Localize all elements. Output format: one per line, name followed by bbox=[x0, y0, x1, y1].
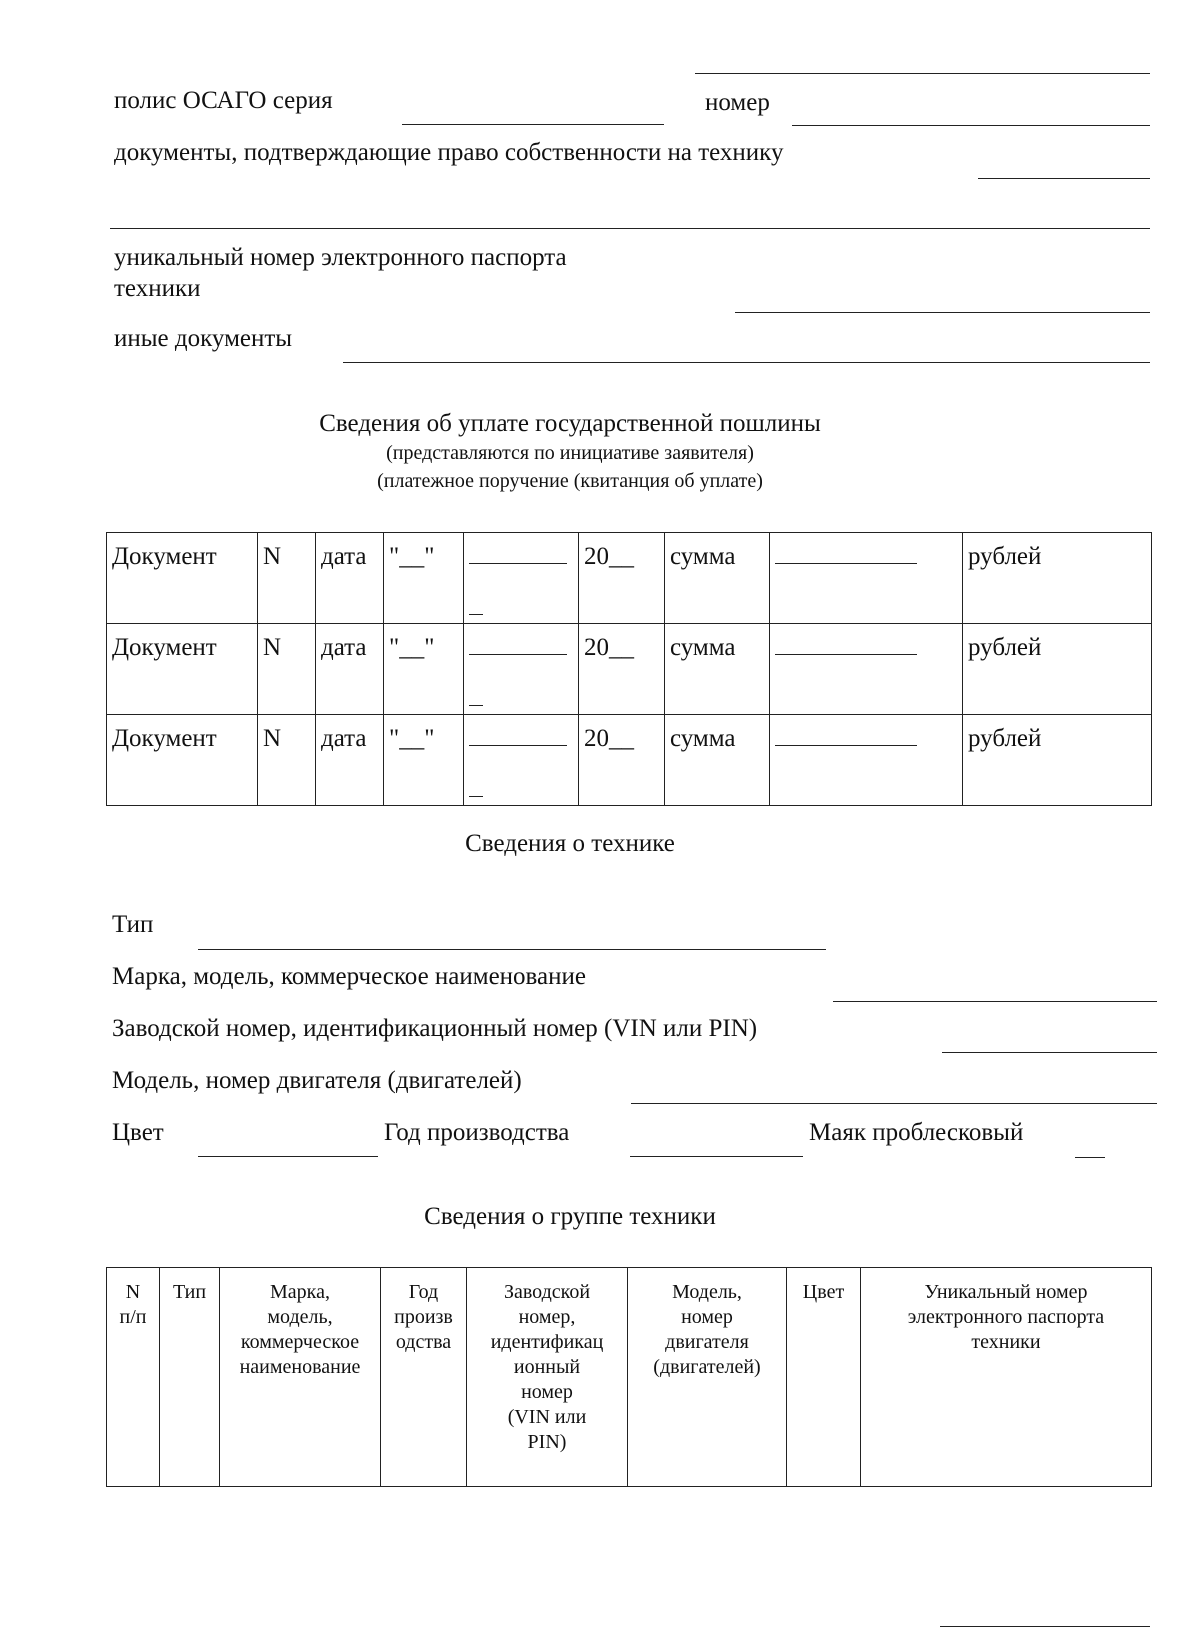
payment-note-1: (представляются по инициативе заявителя) bbox=[386, 442, 754, 464]
currency-label: рублей bbox=[963, 715, 1152, 806]
ownership-docs-label: документы, подтверждающие право собственности на технику bbox=[114, 139, 784, 166]
type-field[interactable] bbox=[198, 949, 826, 950]
osago-series-label: полис ОСАГО серия bbox=[114, 87, 333, 114]
osago-series-field[interactable] bbox=[402, 124, 664, 125]
month-blank[interactable] bbox=[469, 636, 567, 655]
year-field[interactable]: 20__ bbox=[579, 715, 665, 806]
sum-field[interactable] bbox=[770, 533, 963, 624]
col-epassport: Уникальный номер электронного паспорта техники bbox=[861, 1268, 1152, 1487]
date-label: дата bbox=[316, 533, 384, 624]
sum-field[interactable] bbox=[770, 715, 963, 806]
col-vin: Заводской номер, идентификац ионный номер (VIN или PIN) bbox=[467, 1268, 628, 1487]
payment-row bbox=[107, 715, 1152, 806]
ownership-docs-field-2[interactable] bbox=[110, 228, 1150, 229]
date-label: дата bbox=[316, 715, 384, 806]
currency-label: рублей bbox=[963, 533, 1152, 624]
sum-label: сумма bbox=[665, 715, 770, 806]
year-label: Год производства bbox=[384, 1119, 570, 1146]
sum-field[interactable] bbox=[770, 624, 963, 715]
currency-label: рублей bbox=[963, 624, 1152, 715]
day-field[interactable]: "__" bbox=[384, 624, 464, 715]
group-table bbox=[106, 1267, 1152, 1487]
make-label: Марка, модель, коммерческое наименование bbox=[112, 963, 586, 990]
engine-label: Модель, номер двигателя (двигателей) bbox=[112, 1067, 522, 1094]
day-field[interactable]: "__" bbox=[384, 533, 464, 624]
month-stub bbox=[469, 614, 483, 615]
sum-blank[interactable] bbox=[775, 636, 917, 655]
day-field[interactable]: "__" bbox=[384, 715, 464, 806]
group-title: Сведения о группе техники bbox=[424, 1203, 716, 1230]
engine-field[interactable] bbox=[631, 1103, 1157, 1104]
sum-label: сумма bbox=[665, 624, 770, 715]
top-line bbox=[695, 73, 1150, 74]
osago-number-field[interactable] bbox=[792, 125, 1150, 126]
month-stub bbox=[469, 796, 483, 797]
month-field[interactable] bbox=[464, 715, 579, 806]
epassport-field[interactable] bbox=[735, 312, 1150, 313]
month-blank[interactable] bbox=[469, 545, 567, 564]
payment-row bbox=[107, 624, 1152, 715]
sum-blank[interactable] bbox=[775, 727, 917, 746]
vehicle-title: Сведения о технике bbox=[465, 830, 675, 857]
month-field[interactable] bbox=[464, 624, 579, 715]
n-label: N bbox=[258, 624, 316, 715]
other-docs-field[interactable] bbox=[343, 362, 1150, 363]
bottom-line bbox=[940, 1626, 1150, 1627]
group-header-row bbox=[107, 1268, 1152, 1487]
payment-title: Сведения об уплате государственной пошлины bbox=[319, 410, 821, 437]
payment-row bbox=[107, 533, 1152, 624]
col-engine: Модель, номер двигателя (двигателей) bbox=[628, 1268, 787, 1487]
month-blank[interactable] bbox=[469, 727, 567, 746]
n-label: N bbox=[258, 533, 316, 624]
col-color: Цвет bbox=[787, 1268, 861, 1487]
beacon-field[interactable] bbox=[1075, 1157, 1105, 1158]
col-number: N п/п bbox=[107, 1268, 160, 1487]
vin-field[interactable] bbox=[942, 1052, 1157, 1053]
vin-label: Заводской номер, идентификационный номер (VIN или PIN) bbox=[112, 1015, 758, 1042]
type-label: Тип bbox=[112, 911, 154, 938]
sum-blank[interactable] bbox=[775, 545, 917, 564]
doc-label: Документ bbox=[107, 715, 258, 806]
epassport-label-line1: уникальный номер электронного паспорта bbox=[114, 244, 567, 271]
year-field[interactable] bbox=[630, 1156, 803, 1157]
beacon-label: Маяк проблесковый bbox=[809, 1119, 1024, 1146]
ownership-docs-field[interactable] bbox=[978, 178, 1150, 179]
month-field[interactable] bbox=[464, 533, 579, 624]
year-field[interactable]: 20__ bbox=[579, 533, 665, 624]
col-type: Тип bbox=[160, 1268, 220, 1487]
make-field[interactable] bbox=[833, 1001, 1157, 1002]
payment-note-2: (платежное поручение (квитанция об уплате) bbox=[377, 470, 763, 492]
payment-table bbox=[106, 532, 1152, 806]
color-label: Цвет bbox=[112, 1119, 164, 1146]
doc-label: Документ bbox=[107, 624, 258, 715]
color-field[interactable] bbox=[198, 1156, 378, 1157]
year-field[interactable]: 20__ bbox=[579, 624, 665, 715]
epassport-label-line2: техники bbox=[114, 275, 201, 302]
col-make: Марка, модель, коммерческое наименование bbox=[220, 1268, 381, 1487]
date-label: дата bbox=[316, 624, 384, 715]
month-stub bbox=[469, 705, 483, 706]
number-label: номер bbox=[705, 89, 770, 116]
sum-label: сумма bbox=[665, 533, 770, 624]
doc-label: Документ bbox=[107, 533, 258, 624]
col-year: Год произв одства bbox=[381, 1268, 467, 1487]
other-docs-label: иные документы bbox=[114, 325, 293, 352]
n-label: N bbox=[258, 715, 316, 806]
